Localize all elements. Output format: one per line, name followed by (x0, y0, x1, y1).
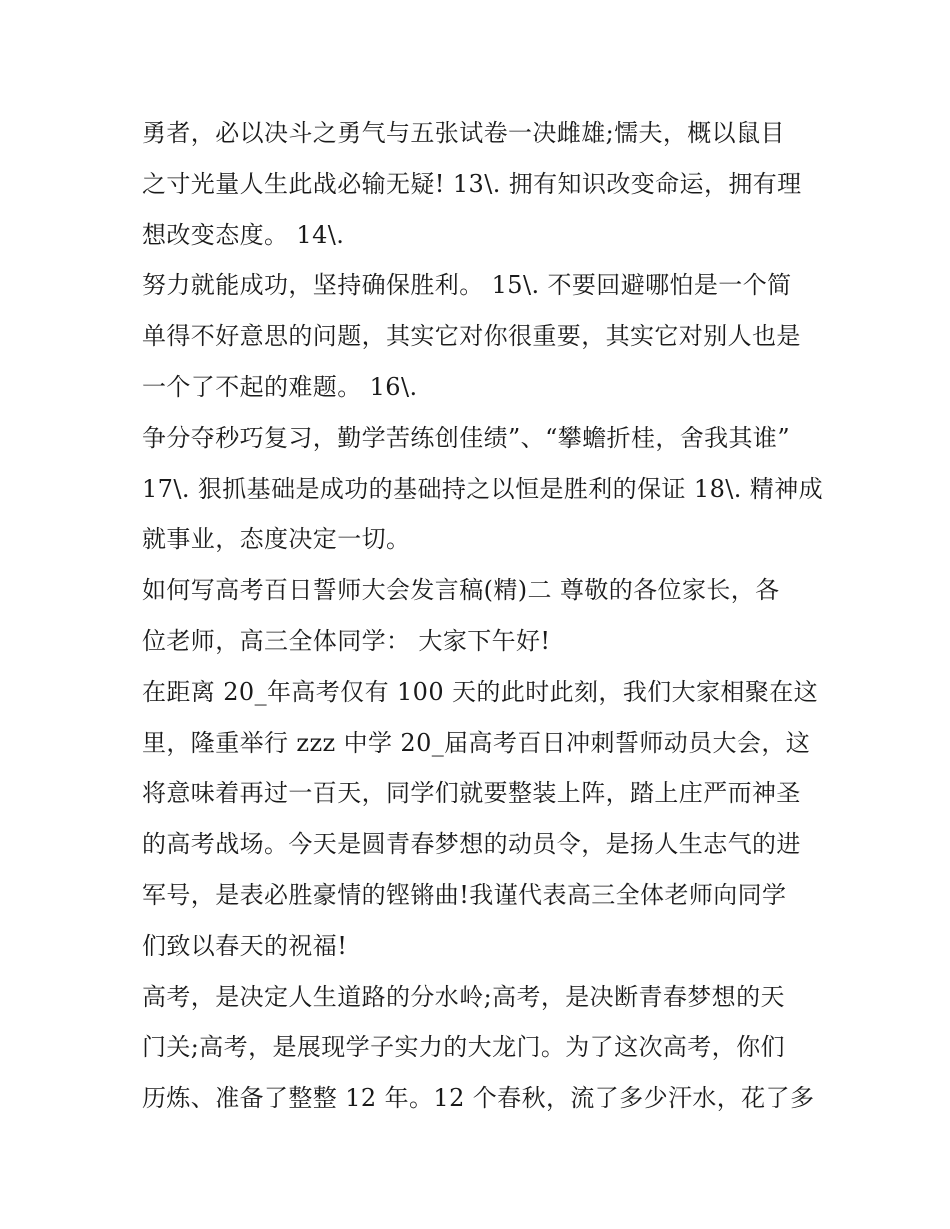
text-line: 一个了不起的难题。 16\. (142, 372, 418, 401)
text-line: 之寸光量人生此战必输无疑! 13\. 拥有知识改变命运，拥有理 (142, 169, 802, 198)
text-line: 就事业，态度决定一切。 (142, 525, 411, 554)
text-line: 的高考战场。今天是圆青春梦想的动员令，是扬人生志气的进 (142, 830, 801, 859)
text-line: 想改变态度。 14\. (142, 220, 345, 249)
document-body (142, 108, 822, 1124)
text-line: 们致以春天的祝福! (142, 931, 348, 960)
text-line: 勇者，必以决斗之勇气与五张试卷一决雌雄;懦夫，概以鼠目 (142, 119, 785, 147)
text-line: 位老师，高三全体同学： 大家下午好! (142, 626, 551, 655)
text-line: 里，隆重举行 zzz 中学 20_届高考百日冲刺誓师动员大会，这 (142, 728, 811, 757)
text-line: 军号，是表必胜豪情的铿锵曲!我谨代表高三全体老师向同学 (142, 880, 787, 909)
text-line: 将意味着再过一百天，同学们就要整装上阵，踏上庄严而神圣 (142, 779, 801, 808)
text-line: 努力就能成功，坚持确保胜利。 15\. 不要回避哪怕是一个简 (142, 271, 792, 300)
text-line: 历炼、准备了整整 12 年。12 个春秋，流了多少汗水，花了多 (142, 1084, 815, 1113)
text-line: 单得不好意思的问题，其实它对你很重要，其实它对别人也是 (142, 322, 801, 351)
text-line: 高考，是决定人生道路的分水岭;高考，是决断青春梦想的天 (142, 982, 785, 1011)
text-line: 在距离 20_年高考仅有 100 天的此时此刻，我们大家相聚在这 (142, 677, 819, 706)
text-line: 如何写高考百日誓师大会发言稿(精)二 尊敬的各位家长，各 (142, 576, 780, 605)
text-line: 争分夺秒巧复习，勤学苦练创佳绩”、“攀蟾折桂，舍我其谁” (142, 423, 791, 452)
text-line: 17\. 狠抓基础是成功的基础持之以恒是胜利的保证 18\. 精神成 (142, 474, 823, 503)
text-line: 门关;高考，是展现学子实力的大龙门。为了这次高考，你们 (142, 1033, 785, 1062)
